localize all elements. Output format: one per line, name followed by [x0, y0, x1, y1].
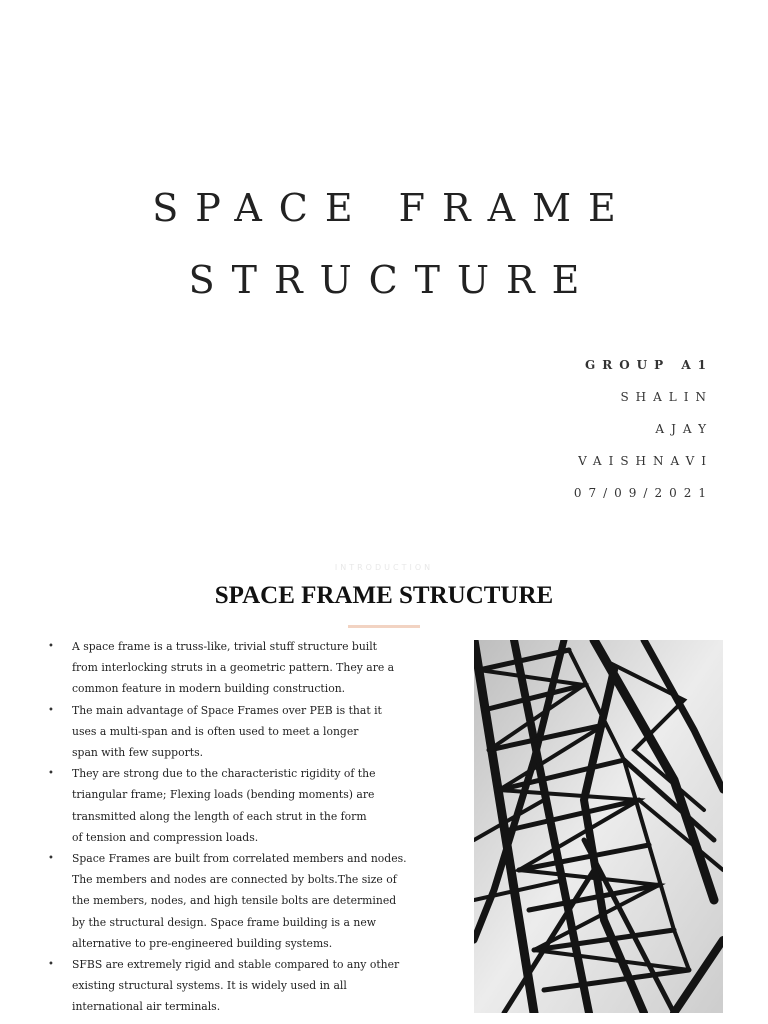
author-name: SHALIN [620, 390, 713, 404]
bullet-line: The main advantage of Space Frames over PEB is that it [72, 703, 382, 717]
bullet-line: transmitted along the length of each strut in the form [72, 809, 367, 823]
author-name: VAISHNAVI [578, 454, 713, 468]
date: 07/09/2021 [573, 486, 713, 500]
bullet-item [46, 848, 426, 954]
cover-title-line-1: SPACE FRAME [152, 186, 633, 230]
bullet-glyph: • [48, 641, 54, 652]
bullet-item [46, 763, 426, 848]
bullet-glyph: • [48, 704, 54, 716]
bullet-line: A space frame is a truss-like, trivial stuff structure built [72, 640, 378, 653]
bullet-line: triangular frame; Flexing loads (bending moments) are [72, 788, 375, 802]
bullet-line: international air terminals. [72, 1000, 221, 1014]
space-frame-photo [474, 640, 723, 1013]
bullet-glyph: • [48, 959, 54, 971]
bullet-line: The members and nodes are connected by bolts.The size of [72, 873, 397, 887]
bullet-line: by the structural design. Space frame building is a new [72, 915, 376, 929]
bullet-line: the members, nodes, and high tensile bolts are determined [72, 894, 397, 908]
bullet-line: existing structural systems. It is widely used in all [72, 979, 347, 993]
bullet-line: uses a multi-span and is often used to meet a longer [72, 724, 359, 738]
bullet-line: of tension and compression loads. [72, 830, 259, 844]
bullet-item [46, 636, 426, 700]
bullet-item [46, 700, 426, 764]
bullet-line: alternative to pre-engineered building systems. [72, 936, 333, 950]
group-name: GROUP A1 [585, 358, 713, 372]
bullet-list [46, 636, 426, 1018]
bullet-item [46, 954, 426, 1018]
bullet-line: Space Frames are built from correlated members and nodes. [72, 852, 407, 866]
bullet-glyph: • [48, 768, 54, 780]
bullet-line: They are strong due to the characteristic rigidity of the [72, 767, 376, 781]
space-frame-illustration [474, 640, 723, 1013]
bullet-glyph: • [48, 853, 54, 865]
bullet-line: SFBS are extremely rigid and stable compared to any other [72, 958, 400, 972]
cover-meta [573, 356, 713, 516]
bullet-line: span with few supports. [72, 746, 204, 760]
cover-title-line-2: STRUCTURE [188, 258, 597, 302]
bullet-line: common feature in modern building construction. [72, 682, 346, 696]
accent-divider [348, 625, 420, 628]
section-title: SPACE FRAME STRUCTURE [214, 582, 554, 609]
author-name: AJAY [655, 422, 713, 436]
section-label: INTRODUCTION [334, 563, 434, 572]
bullet-line: from interlocking struts in a geometric pattern. They are a [72, 661, 395, 675]
